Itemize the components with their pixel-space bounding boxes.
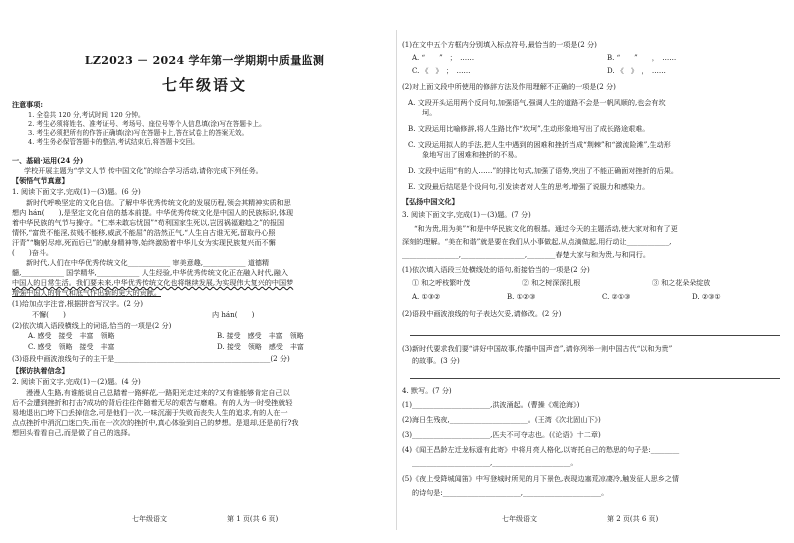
- subquestion: (1)依次填入语段三处横线处的语句,衔接恰当的一项是(2 分): [402, 265, 590, 274]
- passage-line: 新时代,人们在中华优秀传统文化____________ 审美意趣,____________ 道德精: [26, 258, 270, 267]
- option: D. 文段中运用“有的人……”的排比句式,加强了语势,突出了不能正确面对挫折的后果。: [408, 166, 678, 175]
- notice-item: 3. 考生必须把所有的作答正确填(涂)写在答题卡上,答在试卷上的答案无效。: [28, 129, 249, 137]
- exam-title: LZ2023 － 2024 学年第一学期期中质量监测: [84, 54, 325, 67]
- item: ② 和之树深深扎根: [522, 279, 581, 287]
- dictation-item: ______________________,______________________。: [412, 458, 578, 467]
- subquestion: (1)在文中五个方框内分别填入标点符号,最恰当的一项是(2 分): [402, 40, 597, 49]
- passage-line: 情怀,“富贵不能淫,贫贱不能移,威武不能屈”的浩然正气,“人生自古谁无死,留取丹心照: [12, 228, 276, 237]
- option: D. 接受 领略 感受 丰富: [217, 343, 304, 351]
- dictation-item: (1)______________________,洪波涌起。(曹操《观沧海》): [402, 400, 580, 409]
- passage-line: 中国人的日常生活。我们要未来,中华优秀传统文化也将继续发展,为实现伟大复兴的中国梦: [12, 278, 294, 287]
- option: A. 文段开头运用两个反问句,加强语气,强调人生的道路不会是一帆风顺的,也会有坎: [408, 98, 666, 107]
- option: B. 文段运用比喻修辞,将人生路比作“坎坷”,生动形象地写出了成长路途艰难。: [408, 124, 650, 133]
- passage-line: 后不会遭到挫折和打击?成功的背后往往伴随着无尽的艰苦与磨难。有的人为一时受挫就轻: [12, 398, 293, 407]
- question-3: 3. 阅读下面文字,完成(1)－(3)题。(7 分): [402, 210, 531, 219]
- dictation-item: (5)《夜上受降城闻笛》中写登城时所见的月下景色,表现边塞荒凉凄冷,触发征人思乡之情: [402, 474, 680, 483]
- task-tag: 【弘扬中国文化】: [402, 197, 459, 206]
- option: B. 接受 感受 丰富 领略: [217, 332, 304, 340]
- dictation-item: (4)《闻王昌龄左迁龙标遥有此寄》中将月亮人格化,以寄托自己的愁思的句子是:________: [402, 445, 680, 454]
- option: 坷。: [408, 108, 437, 117]
- option: E. 文段最后结尾是个设问句,引发读者对人生的思考,增强了说服力和感染力。: [408, 182, 650, 191]
- footer-subject: 七年级语文: [132, 515, 167, 523]
- answer-line[interactable]: [410, 335, 780, 336]
- pinyin-blank: 不懈( ): [32, 310, 66, 319]
- subquestion: (3)语段中画波浪线句子的主干是____________________________________________(2 分): [12, 354, 290, 363]
- subquestion: (3)新时代要求我们要“讲好中国故事,传播中国声音”,请你列举一则中国古代“以和为贵”: [402, 344, 673, 353]
- question-2: 2. 阅读下面文字,完成(1)－(2)题。(4 分): [12, 377, 141, 386]
- option: C. 《 》 ； ……: [412, 67, 471, 75]
- option: B. ①②③: [507, 293, 536, 301]
- passage-line: 着中华民族的气节与操守。“仁率未敢忘忧国”“苟利国家生死以,岂因祸福避趋之”的报国: [12, 218, 285, 227]
- footer-page-number: 第 1 页(共 6 页): [227, 515, 279, 523]
- subquestion: (2)依次填入语段横线上的词语,恰当的一项是(2 分): [12, 321, 172, 330]
- dictation-item: 的诗句是:______________________,______________________。: [412, 488, 609, 497]
- subquestion: 的故事。(3 分): [412, 356, 460, 365]
- question-1: 1. 阅读下面文字,完成(1)－(3)题。(6 分): [12, 187, 141, 196]
- passage-line: 想回头看看自己,而是做了自己的选择。: [12, 428, 135, 437]
- passage-line: “和为贵,用为美”“和是中华民族文化的根基。通过今天的主题活动,使大家对和有了更: [414, 224, 678, 233]
- notice-item: 4. 考生务必保管答题卡的整洁,考试结束后,将答题卡交回。: [28, 138, 199, 146]
- option: A. ①③②: [412, 293, 441, 301]
- passage-line: 易地退出□垮下□丢掉信念,可是他们一次,一味沉溺于失败而丧失人生的追求,有的人在一: [12, 408, 288, 417]
- passage-line: 汗青”“鞠躬尽瘁,死而后已”的献身精神等,始终激励着中华儿女为实现民族复兴而不懈: [12, 238, 276, 247]
- footer-page-number: 第 2 页(共 6 页): [607, 515, 659, 523]
- option: C. ②①③: [602, 293, 631, 301]
- subquestion: (2)语段中画波浪线的句子表达欠妥,请修改。(2 分): [402, 309, 562, 318]
- passage-line: 想内 hán( ),是坚定文化自信的基本前提。中华优秀传统文化是中国人的民族标识,体现: [12, 208, 294, 217]
- option: A. “ ” ； ……: [412, 54, 475, 62]
- passage-line: 髓,____________ 国学精华,____________ 人生经验,中华优秀传统文化正在融入时代,融入: [12, 268, 288, 277]
- passage-line: 点点挫折中消沉□迷□失,而在一次次的挫折中,真心体验到自己的梦想。是退却,还是前行?我: [12, 418, 299, 427]
- dictation-item: (3)______________________,匹夫不可夺志也。(《论语》十二章): [402, 430, 601, 439]
- item: ③ 和之花朵朵绽放: [652, 279, 711, 287]
- option: C. 文段运用拟人的手法,把人生中遇到的困难和挫折当成“荆棘”和“激流险滩”,生动形: [408, 140, 671, 149]
- passage-line: ( )奋斗。: [12, 248, 54, 257]
- answer-line[interactable]: [410, 378, 780, 379]
- page-two: [402, 0, 787, 543]
- exam-subject-title: 七年级语文: [161, 76, 247, 94]
- footer-subject: 七年级语文: [502, 515, 537, 523]
- passage-line: 深刻的理解。“美在和谐”就是要在我们从小事做起,从点滴做起,用行动让____________,: [402, 237, 672, 246]
- dictation-item: (2)海日生残夜,______________________。(王湾《次北固山下》): [402, 415, 601, 424]
- notice-item: 1. 全卷共 120 分,考试时间 120 分钟。: [28, 111, 145, 119]
- option: B. “ ” ， ……: [607, 54, 677, 62]
- passage-line: 新时代呼唤坚定的文化自信。了解中华优秀传统文化的发展历程,领会其精神实质和思: [26, 198, 291, 207]
- page-one: [12, 0, 397, 543]
- option: A. 感受 接受 丰富 领略: [28, 332, 115, 340]
- option: D. ②③①: [692, 293, 721, 301]
- passage-line: ________________,__________________,________春楚大家与和为贵,与和同行。: [402, 250, 650, 259]
- task-tag: 【探访执着信念】: [12, 366, 69, 375]
- item: ① 和之呼枝繁叶茂: [412, 279, 471, 287]
- notice-heading: 注意事项:: [12, 100, 43, 109]
- pinyin-blank: 内 hán( ): [212, 310, 255, 319]
- passage-line: 增强中国人的骨气和底气作出新的更大的贡献。: [12, 288, 161, 297]
- option: 象地写出了困难和挫折的不易。: [408, 150, 522, 159]
- question-4: 4. 默写。(7 分): [402, 386, 452, 395]
- activity-intro: 学校开展主题为“学文人节 传中国文化”的综合学习活动,请你完成下列任务。: [24, 166, 263, 175]
- notice-item: 2. 考生必须将姓名、准考证号、考场号、座位号等个人信息填(涂)写在答题卡上。: [28, 120, 266, 128]
- subquestion: (2)对上面文段中所使用的修辞方法及作用理解不正确的一项是(2 分): [402, 82, 616, 91]
- passage-line: 漫漫人生路,有谁能说自己总踏着一路鲜花,一路阳光走过来的?又有谁能够肯定自己以: [26, 388, 290, 397]
- subquestion: (1)给加点字注音,根据拼音写汉字。(2 分): [12, 299, 144, 308]
- task-tag: 【领悟气节真意】: [12, 176, 69, 185]
- option: D. 《 》 ， ……: [607, 67, 666, 75]
- option: C. 感受 领略 接受 丰富: [28, 343, 115, 351]
- section-heading: 一、基础·运用(24 分): [12, 156, 84, 165]
